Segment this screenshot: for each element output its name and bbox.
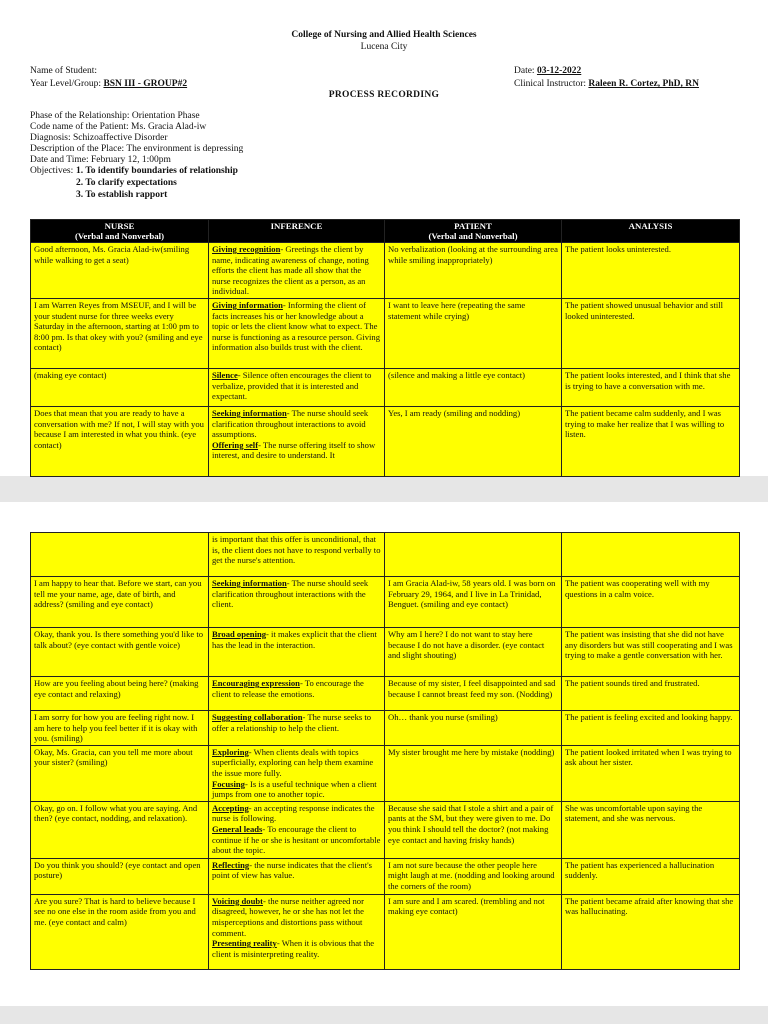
header-inference: INFERENCE bbox=[209, 220, 385, 243]
nurse-cell: Do you think you should? (eye contact and open posture) bbox=[31, 858, 209, 894]
table-row bbox=[31, 745, 740, 801]
year-level-line bbox=[30, 79, 187, 89]
inference-cell bbox=[209, 298, 385, 368]
nurse-cell: Does that mean that you are ready to have a conversation with me? If not, I will stay with you because I am interested in what you think. (eye contact) bbox=[31, 406, 209, 476]
communication-technique: Exploring bbox=[212, 746, 249, 757]
technique-description: is important that this offer is unconditional, that is, the client does not have to respond verbally to get the nurse's attention. bbox=[212, 534, 381, 566]
header-nurse: NURSE (Verbal and Nonverbal) bbox=[31, 220, 209, 243]
instructor-line bbox=[514, 79, 699, 89]
table-row bbox=[31, 406, 740, 476]
document-page-2 bbox=[0, 502, 768, 1006]
technique-description: - To encourage the client to release the emotions. bbox=[212, 678, 364, 699]
technique-description: - The nurse offering itself to show interest, and desire to understand. It bbox=[212, 439, 376, 461]
college-name: College of Nursing and Allied Health Sciences bbox=[291, 30, 477, 40]
inference-entry bbox=[212, 803, 381, 824]
analysis-cell: The patient showed unusual behavior and still looked uninterested. bbox=[562, 298, 740, 368]
date-value: 03-12-2022 bbox=[536, 66, 582, 76]
analysis-cell: The patient has experienced a hallucination suddenly. bbox=[562, 858, 740, 894]
table-row bbox=[31, 533, 740, 577]
inference-entry bbox=[212, 370, 381, 402]
table-row bbox=[31, 858, 740, 894]
table-row bbox=[31, 677, 740, 711]
year-level-label: Year Level/Group: bbox=[30, 79, 102, 89]
objectives-label: Objectives: bbox=[30, 166, 74, 176]
nurse-cell: Okay, thank you. Is there something you'd like to talk about? (eye contact with gentle voice) bbox=[31, 628, 209, 677]
table-row bbox=[31, 368, 740, 406]
analysis-cell: The patient is feeling excited and looking happy. bbox=[562, 711, 740, 746]
patient-cell: I am not sure because the other people here might laugh at me. (nodding and looking around the corners of the room) bbox=[385, 858, 562, 894]
nurse-cell: Okay, go on. I follow what you are saying. And then? (eye contact, nodding, and relaxation). bbox=[31, 801, 209, 858]
diagnosis-line: Diagnosis: Schizoaffective Disorder bbox=[30, 133, 168, 143]
inference-cell bbox=[209, 801, 385, 858]
table-row bbox=[31, 711, 740, 746]
communication-technique: Giving recognition bbox=[212, 244, 281, 254]
patient-cell: No verbalization (looking at the surrounding area while smiling inappropriately) bbox=[385, 243, 562, 299]
table-header-row bbox=[31, 220, 740, 243]
process-recording-table-page-2 bbox=[30, 532, 740, 970]
communication-technique: Giving information bbox=[212, 299, 283, 310]
communication-technique: Encouraging expression bbox=[212, 678, 300, 688]
nurse-cell: Okay, Ms. Gracia, can you tell me more about your sister? (smiling) bbox=[31, 745, 209, 801]
instructor-label: Clinical Instructor: bbox=[514, 79, 587, 89]
inference-entry bbox=[212, 534, 381, 566]
communication-technique: Voicing doubt bbox=[212, 895, 264, 906]
analysis-cell: The patient looks interested, and I think that she is trying to have a conversation with me. bbox=[562, 368, 740, 406]
nurse-cell: I am Warren Reyes from MSEUF, and I will be your student nurse for three weeks every Saturday in the afternoon, starting at 1:00 pm to 8:00 pm. Is that okey with you? (smiling and eye contact) bbox=[31, 298, 209, 368]
communication-technique: Seeking information bbox=[212, 407, 287, 418]
objective-3: 3. To establish rapport bbox=[76, 190, 168, 200]
city-name: Lucena City bbox=[360, 42, 408, 52]
inference-cell bbox=[209, 368, 385, 406]
inference-cell bbox=[209, 858, 385, 894]
communication-technique: General leads bbox=[212, 823, 263, 834]
year-level-value: BSN III - GROUP#2 bbox=[103, 79, 188, 89]
patient-cell: I am Gracia Alad-iw, 58 years old. I was born on February 29, 1964, and I live in La Trinidad, Benguet. (smiling and eye contact) bbox=[385, 577, 562, 628]
code-name-line: Code name of the Patient: Ms. Gracia Alad-iw bbox=[30, 122, 207, 132]
table-row bbox=[31, 628, 740, 677]
technique-description: - The nurse should seek clarification throughout interactions to avoid assumptions. bbox=[212, 407, 369, 440]
patient-cell: I am sure and I am scared. (trembling and not making eye contact) bbox=[385, 894, 562, 969]
communication-technique: Accepting bbox=[212, 802, 249, 813]
analysis-cell: The patient was insisting that she did not have any disorders but was still cooperating and I was trying to make a gentle conversation with her. bbox=[562, 628, 740, 677]
nurse-cell bbox=[31, 533, 209, 577]
inference-entry bbox=[212, 408, 381, 440]
technique-description: - The nurse should seek clarification throughout interactions with the client. bbox=[212, 578, 369, 610]
inference-cell bbox=[209, 406, 385, 476]
analysis-cell: The patient was cooperating well with my questions in a calm voice. bbox=[562, 577, 740, 628]
inference-entry bbox=[212, 578, 381, 610]
analysis-cell: The patient sounds tired and frustrated. bbox=[562, 677, 740, 711]
document-title: PROCESS RECORDING bbox=[328, 90, 440, 100]
inference-entry bbox=[212, 712, 381, 733]
inference-entry bbox=[212, 896, 381, 938]
analysis-cell: The patient became calm suddenly, and I was trying to make her realize that I was willing to listen. bbox=[562, 406, 740, 476]
instructor-value: Raleen R. Cortez, PhD, RN bbox=[588, 79, 699, 89]
nurse-cell: Good afternoon, Ms. Gracia Alad-iw(smiling while walking to get a seat) bbox=[31, 243, 209, 299]
inference-cell bbox=[209, 677, 385, 711]
process-recording-table-page-1 bbox=[30, 219, 740, 477]
place-line: Description of the Place: The environment is depressing bbox=[30, 144, 244, 154]
technique-description: - The nurse seeks to offer a relationship to help the client. bbox=[212, 712, 372, 733]
nurse-cell: I am happy to hear that. Before we start, can you tell me your name, age, date of birth, and address? (smiling and eye contact) bbox=[31, 577, 209, 628]
communication-technique: Seeking information bbox=[212, 578, 287, 588]
date-label: Date: bbox=[514, 66, 535, 76]
technique-description: - Silence often encourages the client to verbalize, provided that it is interested and expectant. bbox=[212, 369, 372, 402]
technique-description: - it makes explicit that the client has the lead in the interaction. bbox=[212, 629, 377, 650]
communication-technique: Offering self bbox=[212, 439, 259, 450]
table-row bbox=[31, 577, 740, 628]
communication-technique: Suggesting collaboration bbox=[212, 712, 303, 722]
inference-cell bbox=[209, 577, 385, 628]
technique-description: - When clients deals with topics superficially, exploring can help them examine the issue more fully. bbox=[212, 746, 374, 778]
patient-cell: Yes, I am ready (smiling and nodding) bbox=[385, 406, 562, 476]
analysis-cell bbox=[562, 533, 740, 577]
header-analysis: ANALYSIS bbox=[562, 220, 740, 243]
nurse-cell: (making eye contact) bbox=[31, 368, 209, 406]
technique-description: - the nurse indicates that the client's point of view has value. bbox=[212, 859, 373, 881]
technique-description: - the nurse neither agreed nor disagreed, however, he or she has not let the misperceptions and distortions pass without comment. bbox=[212, 895, 364, 938]
nurse-cell: Are you sure? That is hard to believe because I see no one else in the room aside from you and me. (eye contact and calm) bbox=[31, 894, 209, 969]
date-line bbox=[514, 66, 581, 76]
patient-cell: (silence and making a little eye contact) bbox=[385, 368, 562, 406]
communication-technique: Focusing bbox=[212, 778, 245, 789]
communication-technique: Broad opening bbox=[212, 629, 267, 639]
inference-cell bbox=[209, 894, 385, 969]
table-row bbox=[31, 298, 740, 368]
patient-cell bbox=[385, 533, 562, 577]
student-name-label: Name of Student: bbox=[30, 66, 98, 76]
table-row bbox=[31, 243, 740, 299]
inference-entry bbox=[212, 678, 381, 699]
inference-cell bbox=[209, 243, 385, 299]
analysis-cell: She was uncomfortable upon saying the statement, and she was nervous. bbox=[562, 801, 740, 858]
communication-technique: Silence bbox=[212, 369, 238, 380]
objective-1: 1. To identify boundaries of relationship bbox=[76, 166, 238, 176]
inference-cell bbox=[209, 711, 385, 746]
patient-cell: Why am I here? I do not want to stay here because I do not have a disorder. (eye contact and slight shouting) bbox=[385, 628, 562, 677]
analysis-cell: The patient became afraid after knowing that she was hallucinating. bbox=[562, 894, 740, 969]
phase-line: Phase of the Relationship: Orientation Phase bbox=[30, 111, 200, 121]
inference-entry bbox=[212, 244, 381, 297]
inference-entry bbox=[212, 938, 381, 959]
patient-cell: Because of my sister, I feel disappointed and sad because I cannot breast feed my son. (Nodding) bbox=[385, 677, 562, 711]
technique-description: - an accepting response indicates the nurse is following. bbox=[212, 802, 375, 824]
inference-cell bbox=[209, 745, 385, 801]
analysis-cell: The patient looked irritated when I was trying to ask about her sister. bbox=[562, 745, 740, 801]
objective-2: 2. To clarify expectations bbox=[76, 178, 177, 188]
inference-entry bbox=[212, 779, 381, 800]
header-patient: PATIENT (Verbal and Nonverbal) bbox=[385, 220, 562, 243]
communication-technique: Reflecting bbox=[212, 859, 250, 870]
inference-entry bbox=[212, 860, 381, 881]
patient-cell: My sister brought me here by mistake (nodding) bbox=[385, 745, 562, 801]
table-row bbox=[31, 894, 740, 969]
patient-cell: I want to leave here (repeating the same statement while crying) bbox=[385, 298, 562, 368]
technique-description: - Informing the client of facts increases his or her knowledge about a topic or lets the client know what to expect. The nurse is functioning as a resource person. Giving information also builds trust with the client. bbox=[212, 299, 381, 353]
patient-cell: Because she said that I stole a shirt and a pair of pants at the SM, but they were given to me. Do you think I should tell the doctor? (not making eye contact and having frisky hands) bbox=[385, 801, 562, 858]
inference-entry bbox=[212, 747, 381, 779]
inference-entry bbox=[212, 440, 381, 461]
communication-technique: Presenting reality bbox=[212, 938, 277, 949]
inference-entry bbox=[212, 824, 381, 856]
datetime-line: Date and Time: February 12, 1:00pm bbox=[30, 155, 171, 165]
technique-description: - Is is a useful technique when a client jumps from one to another topic. bbox=[212, 778, 377, 800]
nurse-cell: How are you feeling about being here? (making eye contact and relaxing) bbox=[31, 677, 209, 711]
inference-entry bbox=[212, 300, 381, 353]
technique-description: - Greetings the client by name, indicating awareness of change, noting efforts the client has made all show that the nurse recognizes the client as a person, as an individual. bbox=[212, 244, 369, 297]
technique-description: - When it is obvious that the client is misinterpreting reality. bbox=[212, 938, 375, 959]
inference-entry bbox=[212, 629, 381, 650]
inference-cell bbox=[209, 533, 385, 577]
table-row bbox=[31, 801, 740, 858]
nurse-cell: I am sorry for how you are feeling right now. I am here to help you feel better if it is okay with you. (smiling) bbox=[31, 711, 209, 746]
patient-cell: Oh… thank you nurse (smiling) bbox=[385, 711, 562, 746]
document-page-1 bbox=[0, 0, 768, 476]
inference-cell bbox=[209, 628, 385, 677]
analysis-cell: The patient looks uninterested. bbox=[562, 243, 740, 299]
technique-description: - To encourage the client to continue if he or she is hesitant or uncomfortable about the topic. bbox=[212, 823, 381, 856]
